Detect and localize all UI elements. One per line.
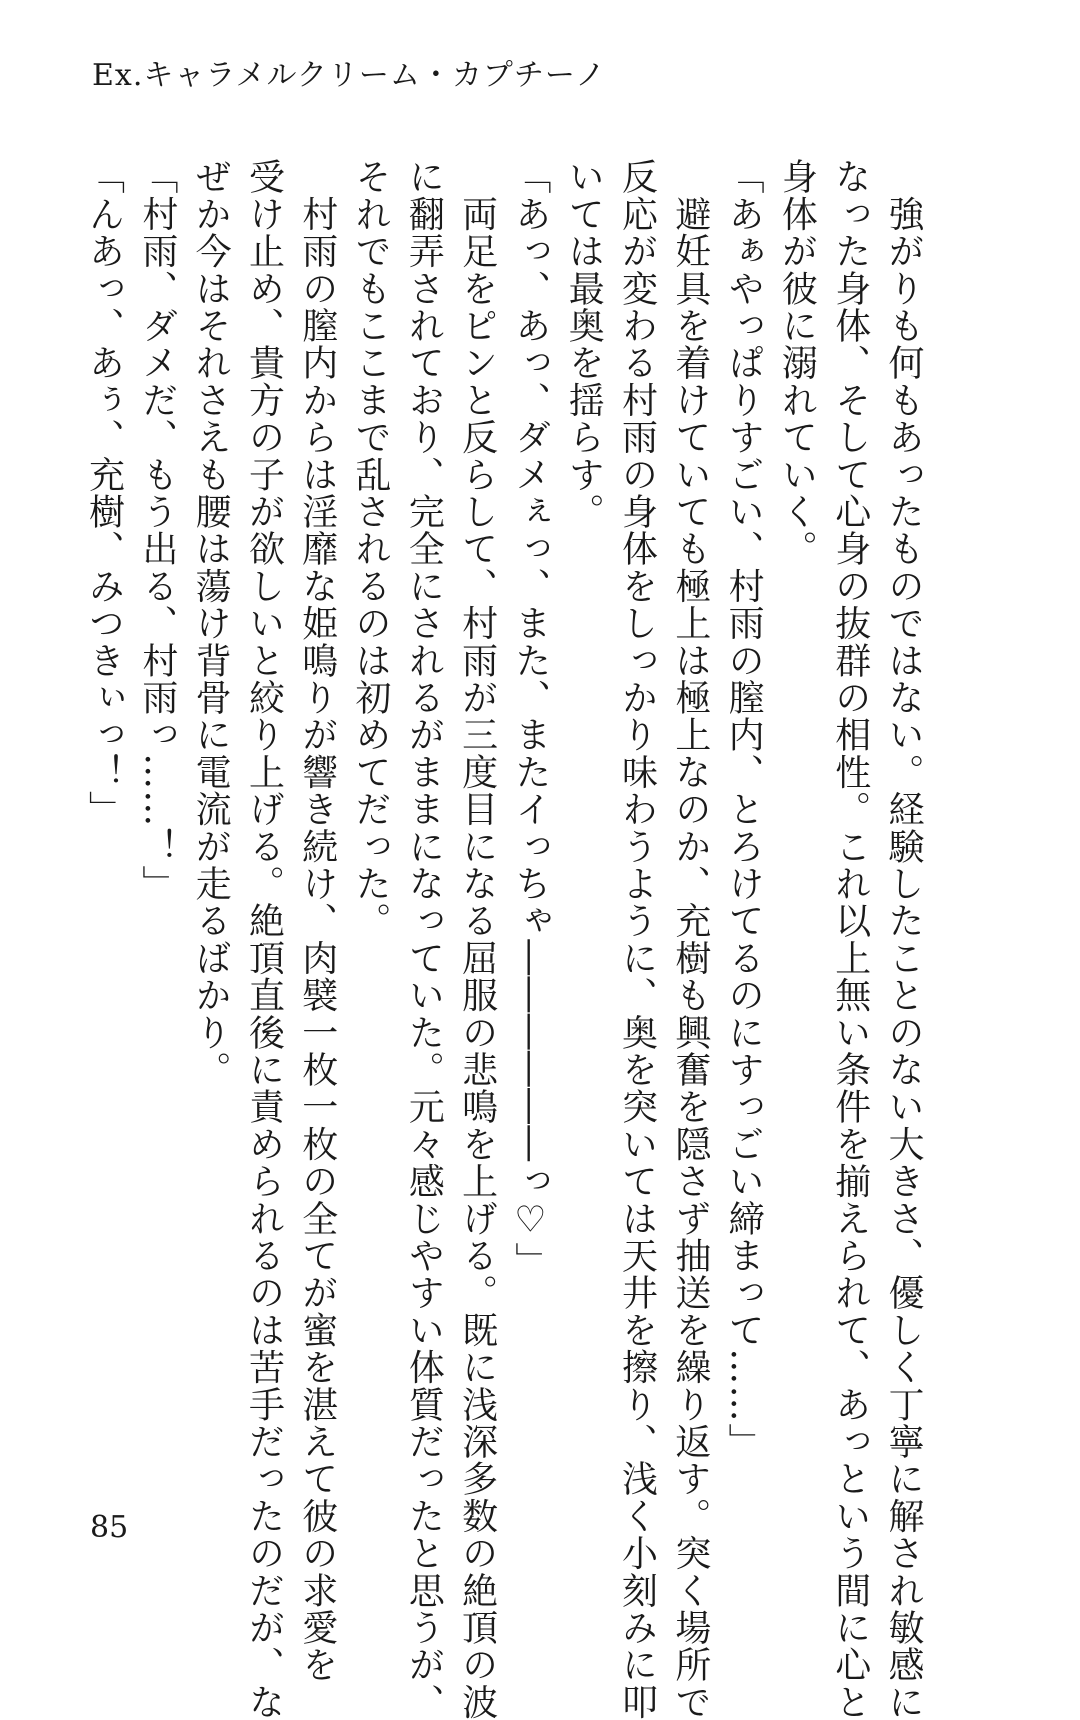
text-line: 両足をピンと反らして、村雨が三度目になる屈服の悲鳴を上げる。既に浅深多数の絶頂の波 bbox=[456, 195, 498, 1720]
text-line: に翻弄されており、完全にされるがままになっていた。元々感じやすい体質だったと思うが、 bbox=[403, 158, 445, 1720]
text-line: それでもここまで乱されるのは初めてだった。 bbox=[350, 158, 392, 940]
text-line: なった身体、そして心身の抜群の相性。これ以上無い条件を揃えられて、あっという間に心と bbox=[829, 158, 871, 1720]
text-line: 「あぁやっぱりすごい、村雨の膣内、とろけてるのにすっごい締まって……」 bbox=[723, 158, 765, 1460]
chapter-title: Ex.キャラメルクリーム・カプチーノ bbox=[92, 58, 607, 93]
text-line: 「村雨、ダメだ、もう出る、村雨っ……！」 bbox=[136, 158, 178, 902]
text-line: 強がりも何もあったものではない。経験したことのない大きさ、優しく丁寧に解され敏感に bbox=[883, 195, 924, 1720]
text-line: いては最奥を揺らす。 bbox=[563, 158, 605, 530]
text-line: 避妊具を着けていても極上は極上なのか、充樹も興奮を隠さず抽送を繰り返す。突く場所で bbox=[669, 195, 711, 1720]
text-line: 「んあっ、あぅ、充樹、みつきぃっ！」 bbox=[83, 158, 125, 828]
text-line: 受け止め、貴方の子が欲しいと絞り上げる。絶頂直後に責められるのは苦手だったのだが、な bbox=[243, 158, 285, 1720]
text-line: 「あっ、あっ、ダメぇっ、また、またイっちゃ――――――っ♡」 bbox=[509, 158, 551, 1279]
text-line: 村雨の膣内からは淫靡な姫鳴りが響き続け、肉襞一枚一枚の全てが蜜を湛えて彼の求愛を bbox=[296, 195, 338, 1684]
text-line: 反応が変わる村雨の身体をしっかり味わうように、奥を突いては天井を擦り、浅く小刻みに叩 bbox=[616, 158, 658, 1720]
text-line: 身体が彼に溺れていく。 bbox=[776, 158, 818, 568]
page-number: 85 bbox=[90, 1510, 129, 1545]
text-line: ぜか今はそれさえも腰は蕩け背骨に電流が走るばかり。 bbox=[190, 158, 232, 1088]
